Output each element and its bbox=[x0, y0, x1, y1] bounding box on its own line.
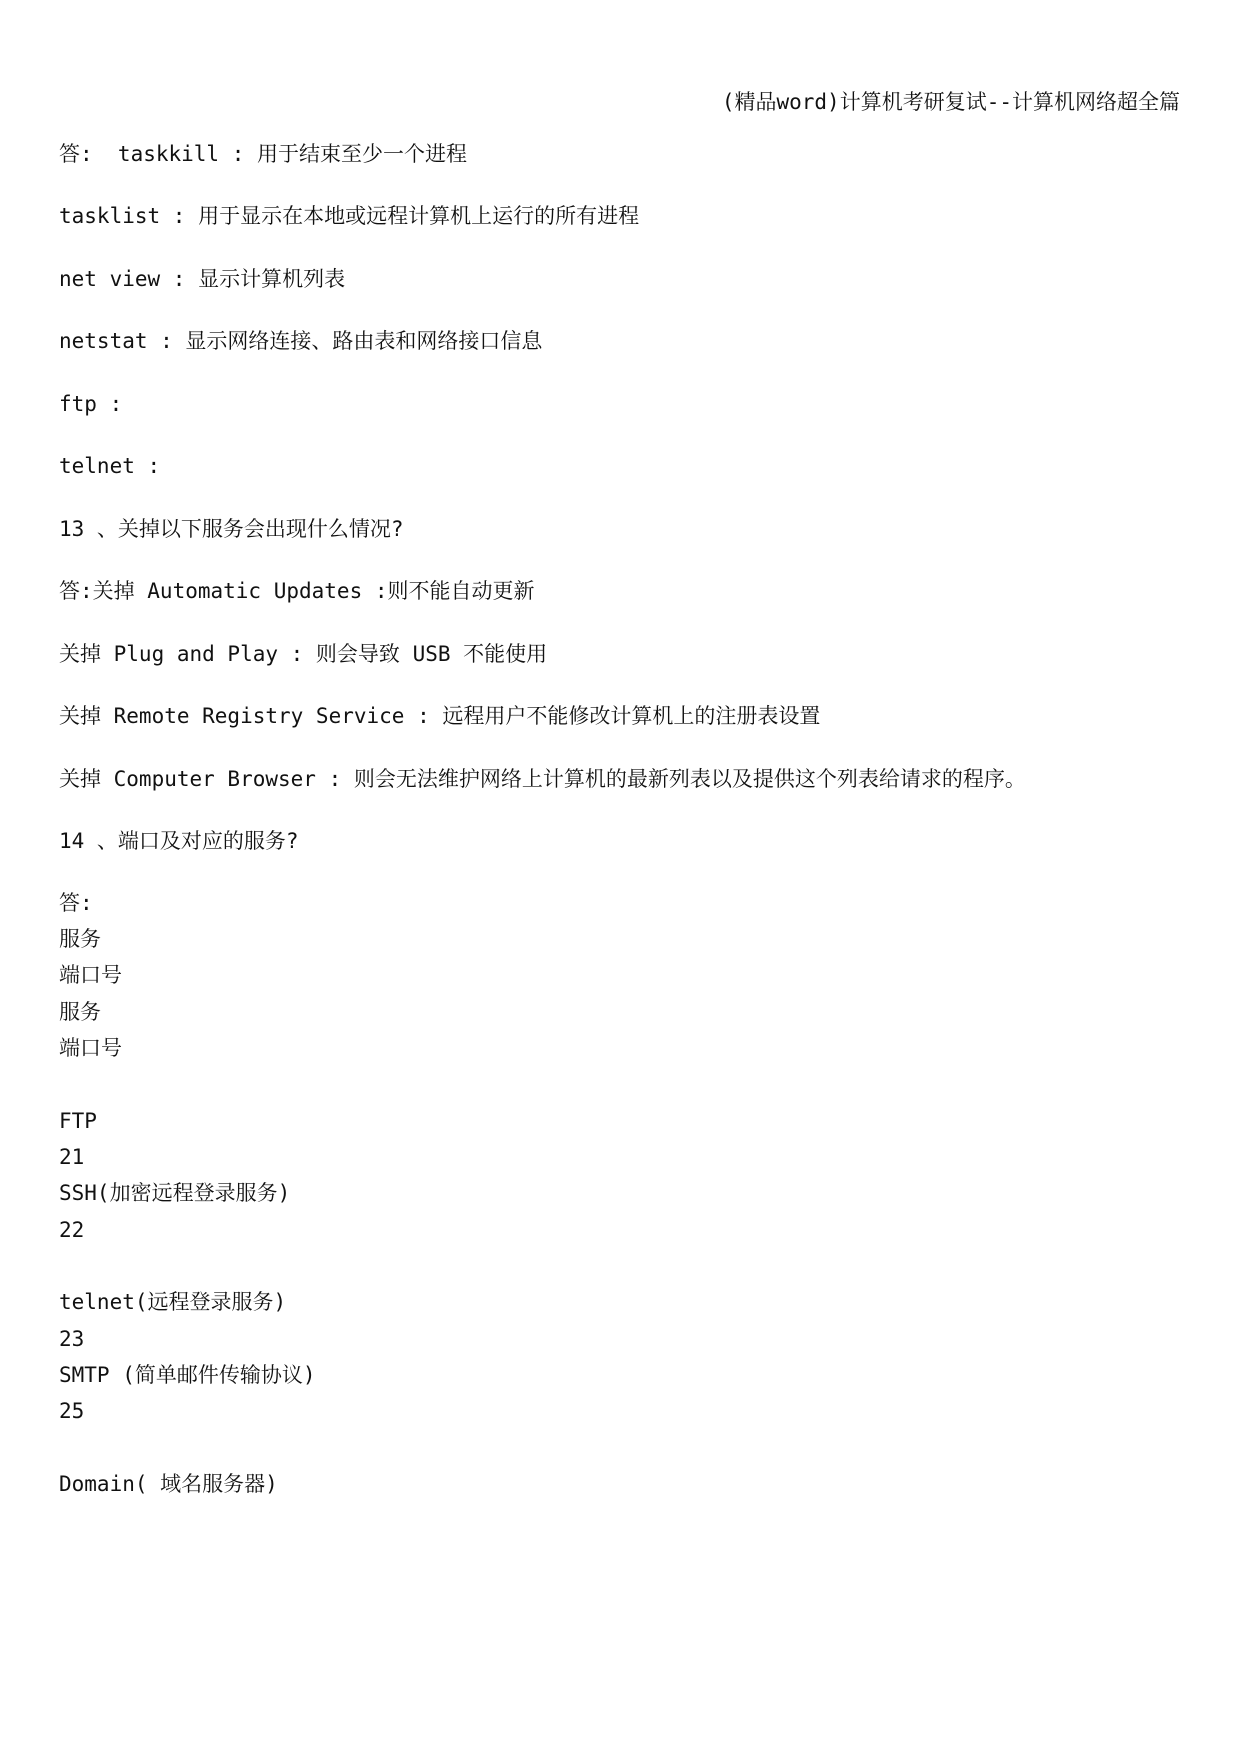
tasklist-line: tasklist : 用于显示在本地或远程计算机上运行的所有进程 bbox=[59, 204, 640, 228]
port-number: 22 bbox=[59, 1218, 85, 1242]
remote-registry-line: 关掉 Remote Registry Service : 远程用户不能修改计算机上的注册表设置 bbox=[59, 704, 821, 728]
net-view-line: net view : 显示计算机列表 bbox=[59, 267, 346, 291]
answer-taskkill: 答: taskkill : 用于结束至少一个进程 bbox=[59, 142, 468, 166]
port-number: 25 bbox=[59, 1399, 85, 1423]
service-name: FTP bbox=[59, 1109, 97, 1133]
port-number: 21 bbox=[59, 1145, 85, 1169]
netstat-line: netstat : 显示网络连接、路由表和网络接口信息 bbox=[59, 329, 543, 353]
plug-and-play-line: 关掉 Plug and Play : 则会导致 USB 不能使用 bbox=[59, 642, 548, 666]
service-name: SMTP (简单邮件传输协议) bbox=[59, 1363, 316, 1387]
port-number: 23 bbox=[59, 1327, 85, 1351]
service-name: SSH(加密远程登录服务) bbox=[59, 1181, 291, 1205]
telnet-line: telnet : bbox=[59, 454, 161, 478]
column-header-service: 服务 bbox=[59, 1000, 101, 1024]
answer-label: 答: bbox=[59, 891, 93, 915]
column-header-port: 端口号 bbox=[59, 963, 122, 987]
column-header-port: 端口号 bbox=[59, 1036, 122, 1060]
service-name: telnet(远程登录服务) bbox=[59, 1290, 287, 1314]
service-name: Domain( 域名服务器) bbox=[59, 1472, 278, 1496]
computer-browser-line: 关掉 Computer Browser : 则会无法维护网络上计算机的最新列表以及提供这个列表给请求的程序。 bbox=[59, 767, 1026, 791]
answer-automatic-updates: 答:关掉 Automatic Updates :则不能自动更新 bbox=[59, 579, 535, 603]
ftp-line: ftp : bbox=[59, 392, 123, 416]
question-14: 14 、端口及对应的服务? bbox=[59, 829, 299, 853]
question-13: 13 、关掉以下服务会出现什么情况? bbox=[59, 517, 404, 541]
column-header-service: 服务 bbox=[59, 927, 101, 951]
page-header: (精品word)计算机考研复试--计算机网络超全篇 bbox=[721, 90, 1180, 114]
